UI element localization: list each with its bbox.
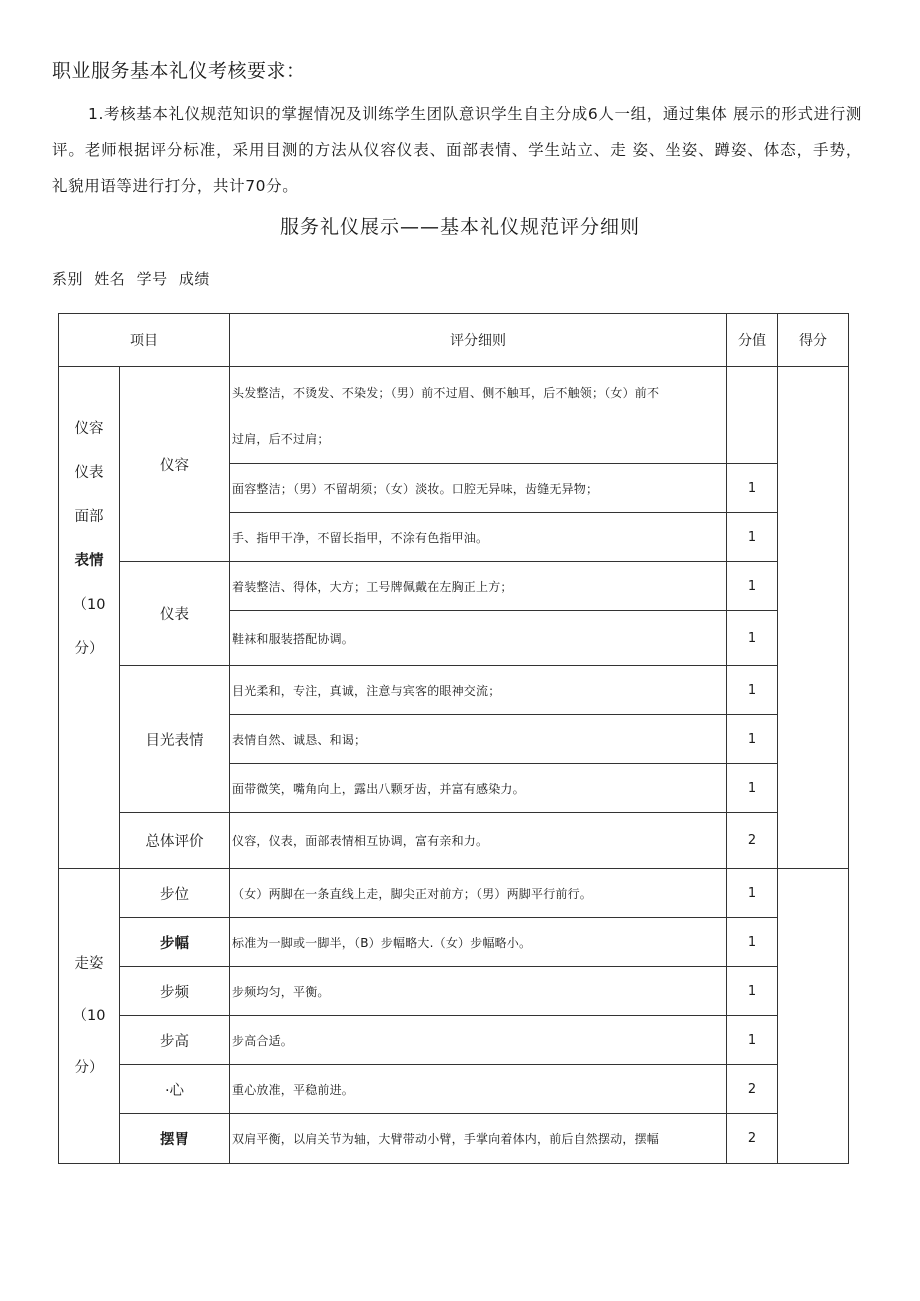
points-cell: 2 bbox=[727, 813, 778, 869]
table-title: 服务礼仪展示——基本礼仪规范评分细则 bbox=[279, 216, 640, 238]
category-line: 分） bbox=[74, 641, 104, 657]
criteria-cell: 双肩平衡，以肩关节为轴，大臂带动小臂，手掌向着体内，前后自然摆动，摆幅 bbox=[230, 1114, 727, 1164]
points-cell: 1 bbox=[727, 869, 778, 918]
category-walking bbox=[59, 869, 120, 1164]
id-label: 学号 bbox=[136, 270, 168, 288]
category-line: （10 bbox=[72, 1008, 106, 1024]
subcategory-cell: 步位 bbox=[120, 869, 230, 918]
table-row bbox=[59, 562, 849, 611]
points-cell: 1 bbox=[727, 967, 778, 1016]
subcategory-cell: 步频 bbox=[120, 967, 230, 1016]
category-line: 分） bbox=[74, 1060, 104, 1076]
points-cell bbox=[727, 367, 778, 464]
table-row bbox=[59, 1016, 849, 1065]
category-appearance bbox=[59, 367, 120, 869]
student-info-line bbox=[52, 268, 216, 289]
criteria-cell: 手、指甲干净，不留长指甲，不涂有色指甲油。 bbox=[230, 513, 727, 562]
points-cell: 2 bbox=[727, 1114, 778, 1164]
criteria-cell: 着装整洁、得体，大方；工号牌佩戴在左胸正上方； bbox=[230, 562, 727, 611]
table-row bbox=[59, 666, 849, 715]
criteria-cell: 标准为一脚或一脚半，（B）步幅略大.（女）步幅略小。 bbox=[230, 918, 727, 967]
name-label: 姓名 bbox=[94, 270, 126, 288]
subcategory-yibiao: 仪表 bbox=[120, 562, 230, 666]
points-cell: 2 bbox=[727, 1065, 778, 1114]
points-cell: 1 bbox=[727, 764, 778, 813]
criteria-cell: 步高合适。 bbox=[230, 1016, 727, 1065]
score-cell[interactable] bbox=[778, 367, 849, 869]
header-item: 项目 bbox=[59, 314, 230, 367]
subcategory-muguang: 目光表情 bbox=[120, 666, 230, 813]
category-line: 仪表 bbox=[74, 465, 104, 481]
category-line: （10 bbox=[72, 597, 106, 613]
criteria-cell: 仪容，仪表，面部表情相互协调，富有亲和力。 bbox=[230, 813, 727, 869]
points-cell: 1 bbox=[727, 715, 778, 764]
subcategory-zongti: 总体评价 bbox=[120, 813, 230, 869]
header-score: 得分 bbox=[778, 314, 849, 367]
subcategory-cell: 摆胃 bbox=[120, 1114, 230, 1164]
subcategory-cell: ·心 bbox=[120, 1065, 230, 1114]
table-row bbox=[59, 1065, 849, 1114]
subcategory-cell: 步幅 bbox=[120, 918, 230, 967]
criteria-cell: 面带微笑，嘴角向上，露出八颗牙齿，并富有感染力。 bbox=[230, 764, 727, 813]
header-points: 分值 bbox=[727, 314, 778, 367]
subcategory-cell: 步高 bbox=[120, 1016, 230, 1065]
criteria-cell: 重心放准，平稳前进。 bbox=[230, 1065, 727, 1114]
subcategory-yirong: 仪容 bbox=[120, 367, 230, 562]
category-line: 面部 bbox=[74, 509, 104, 525]
table-row bbox=[59, 967, 849, 1016]
table-row bbox=[59, 918, 849, 967]
category-line: 走姿 bbox=[74, 956, 104, 972]
table-row bbox=[59, 813, 849, 869]
category-line: 仪容 bbox=[74, 421, 104, 437]
criteria-cell: 鞋袜和服装搭配协调。 bbox=[230, 611, 727, 666]
criteria-cell: （女）两脚在一条直线上走，脚尖正对前方；（男）两脚平行前行。 bbox=[230, 869, 727, 918]
criteria-line: 过肩，后不过肩； bbox=[232, 432, 330, 446]
dept-label: 系别 bbox=[52, 270, 84, 288]
points-cell: 1 bbox=[727, 1016, 778, 1065]
criteria-cell: 表情自然、诚恳、和谒； bbox=[230, 715, 727, 764]
score-cell[interactable] bbox=[778, 869, 849, 1164]
points-cell: 1 bbox=[727, 666, 778, 715]
criteria-cell: 目光柔和，专注，真诚，注意与宾客的眼神交流； bbox=[230, 666, 727, 715]
criteria-cell bbox=[230, 367, 727, 464]
page-heading: 职业服务基本礼仪考核要求： bbox=[52, 60, 306, 82]
points-cell: 1 bbox=[727, 562, 778, 611]
criteria-cell: 步频均匀，平衡。 bbox=[230, 967, 727, 1016]
header-detail: 评分细则 bbox=[230, 314, 727, 367]
points-cell: 1 bbox=[727, 513, 778, 562]
table-header-row bbox=[59, 314, 849, 367]
table-row bbox=[59, 1114, 849, 1164]
category-line: 表情 bbox=[74, 553, 104, 569]
points-cell: 1 bbox=[727, 464, 778, 513]
points-cell: 1 bbox=[727, 611, 778, 666]
criteria-cell: 面容整洁；（男）不留胡须；（女）淡妆。口腔无异味，齿缝无异物； bbox=[230, 464, 727, 513]
criteria-line: 头发整洁，不烫发、不染发；（男）前不过眉、侧不触耳，后不触领；（女）前不 bbox=[232, 386, 660, 400]
table-row bbox=[59, 869, 849, 918]
scoring-table bbox=[58, 313, 849, 1164]
grade-label: 成绩 bbox=[178, 270, 210, 288]
requirements-paragraph: 1.考核基本礼仪规范知识的掌握情况及训练学生团队意识学生自主分成6人一组，通过集体 展示的形式进行测评。老师根据评分标准，采用目测的方法从仪容仪表、面部表情、学生站立、走 姿、坐姿、蹲姿、体态，手势，礼貌用语等进行打分，共计70分。 bbox=[52, 105, 862, 195]
table-row bbox=[59, 367, 849, 464]
points-cell: 1 bbox=[727, 918, 778, 967]
